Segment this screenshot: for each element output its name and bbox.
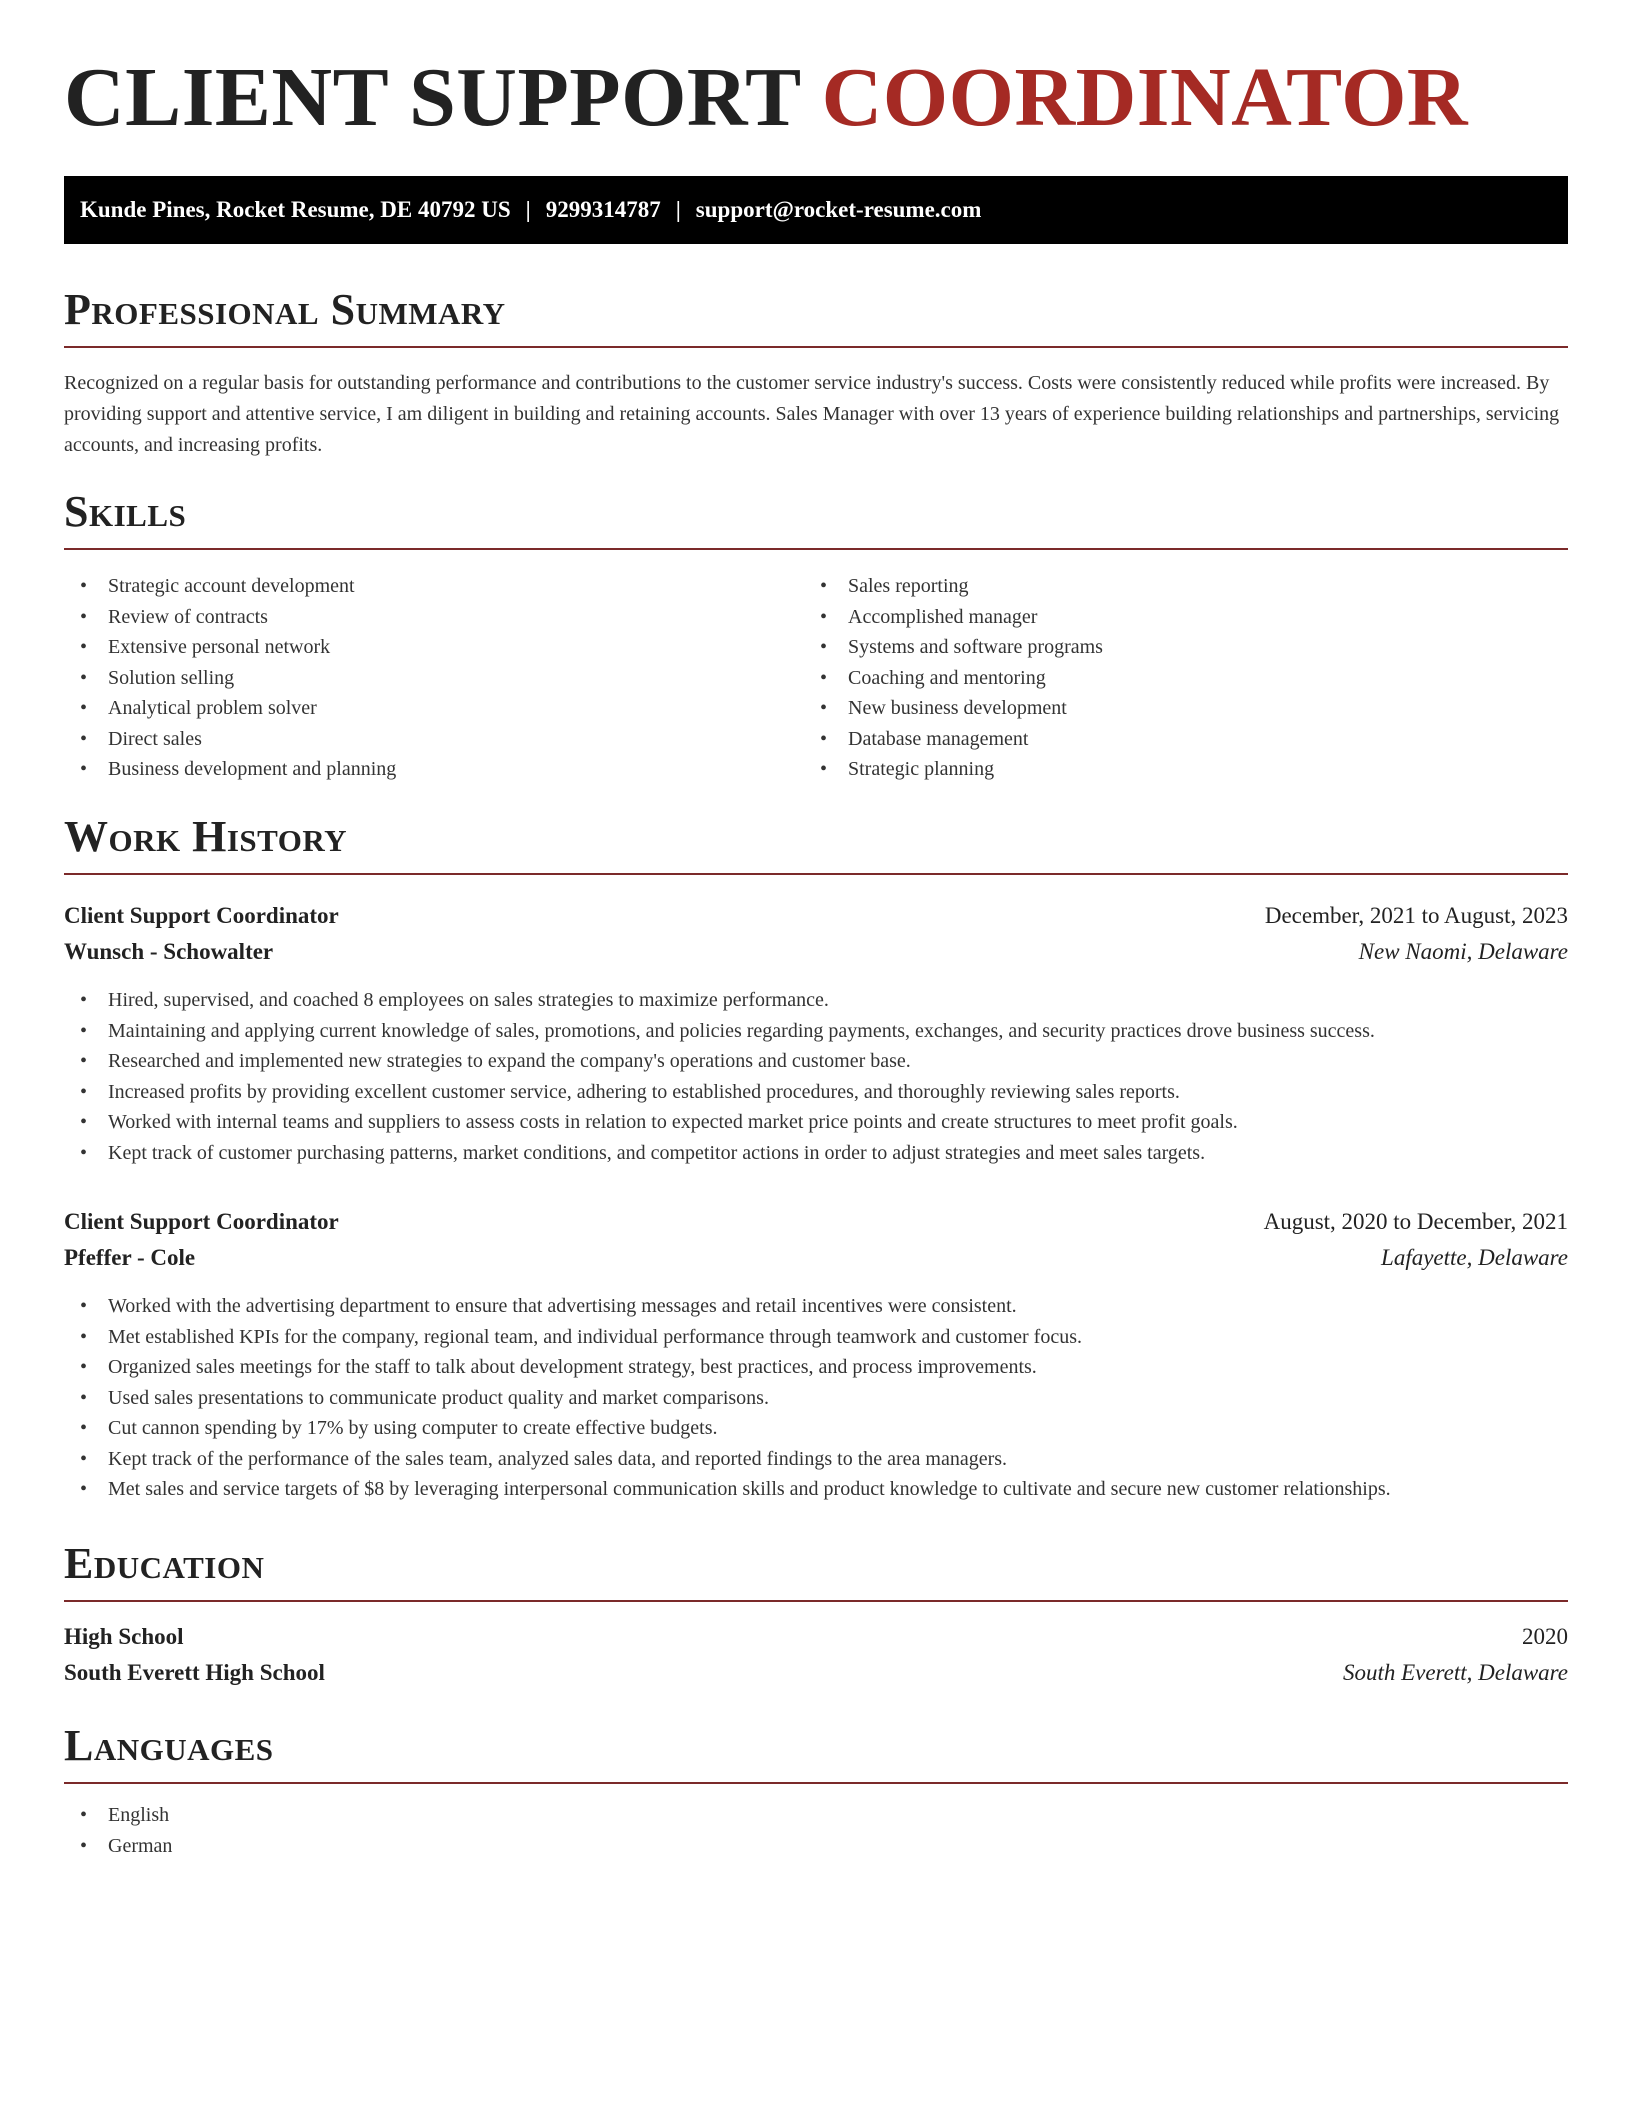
job-location: Lafayette, Delaware — [1381, 1245, 1568, 1270]
summary-text: Recognized on a regular basis for outstanding performance and contributions to the customer service industry's success. Costs were consistently reduced while profits were increased. By providing support and attentive service, I am diligent in building and retaining accounts. Sales Manager with over 13 years of experience building relationships and partnerships, servicing accounts, and increasing profits. — [64, 372, 1560, 456]
job-bullet: • Maintaining and applying current knowledge of sales, promotions, and policies regarding payments, exchanges, and security practices drove business success. — [64, 1016, 1568, 1047]
job-bullet: • Met established KPIs for the company, regional team, and individual performance through teamwork and customer focus. — [64, 1322, 1568, 1353]
skills-list-right — [804, 571, 1103, 785]
resume-title — [64, 51, 1469, 144]
education-location: South Everett, Delaware — [1342, 1660, 1568, 1685]
education-school: South Everett High School — [64, 1660, 325, 1685]
education-header — [64, 1619, 1568, 1655]
education-degree: High School — [64, 1624, 184, 1649]
languages-heading: Languages — [64, 1724, 1568, 1784]
skill-item: • Review of contracts — [64, 602, 396, 633]
language-item: • German — [64, 1831, 172, 1862]
job-1-header — [64, 898, 1568, 934]
job-title: Client Support Coordinator — [64, 903, 339, 928]
education-heading: Education — [64, 1542, 1568, 1602]
job-2-company-row — [64, 1240, 1568, 1276]
contact-separator: | — [525, 197, 531, 222]
job-bullet: • Worked with the advertising department to ensure that advertising messages and retail incentives were consistent. — [64, 1291, 1568, 1322]
contact-separator: | — [675, 197, 681, 222]
skill-item: • Solution selling — [64, 663, 396, 694]
job-bullet: • Hired, supervised, and coached 8 employees on sales strategies to maximize performance. — [64, 985, 1568, 1016]
contact-bar — [64, 176, 1568, 244]
job-dates: December, 2021 to August, 2023 — [1264, 903, 1568, 928]
job-location: New Naomi, Delaware — [1358, 939, 1568, 964]
title-part-1: CLIENT SUPPORT — [64, 51, 801, 144]
contact-email[interactable]: support@rocket-resume.com — [695, 197, 982, 222]
skill-item: • Coaching and mentoring — [804, 663, 1103, 694]
contact-address: Kunde Pines, Rocket Resume, DE 40792 US — [80, 197, 511, 222]
skill-item: • Direct sales — [64, 724, 396, 755]
skill-item: • Accomplished manager — [804, 602, 1103, 633]
job-1-company-row — [64, 934, 1568, 970]
skill-item: • Strategic account development — [64, 571, 396, 602]
skill-item: • Analytical problem solver — [64, 693, 396, 724]
job-2-header — [64, 1204, 1568, 1240]
summary-heading: Professional Summary — [64, 288, 1568, 348]
job-1-bullets — [64, 985, 1568, 1168]
job-bullet: • Organized sales meetings for the staff to talk about development strategy, best practices, and process improvements. — [64, 1352, 1568, 1383]
job-bullet: • Cut cannon spending by 17% by using computer to create effective budgets. — [64, 1413, 1568, 1444]
skill-item: • Extensive personal network — [64, 632, 396, 663]
skill-item: • Strategic planning — [804, 754, 1103, 785]
language-item: • English — [64, 1800, 172, 1831]
education-year: 2020 — [1522, 1624, 1568, 1649]
languages-list — [64, 1800, 172, 1861]
title-part-2: COORDINATOR — [821, 51, 1469, 144]
skills-list-left — [64, 571, 396, 785]
education-school-row — [64, 1655, 1568, 1691]
job-title: Client Support Coordinator — [64, 1209, 339, 1234]
job-company: Pfeffer - Cole — [64, 1245, 196, 1270]
job-bullet: • Used sales presentations to communicate product quality and market comparisons. — [64, 1383, 1568, 1414]
work-heading: Work History — [64, 815, 1568, 875]
skill-item: • Systems and software programs — [804, 632, 1103, 663]
job-bullet: • Kept track of customer purchasing patterns, market conditions, and competitor actions in order to adjust strategies and meet sales targets. — [64, 1138, 1568, 1169]
skill-item: • Business development and planning — [64, 754, 396, 785]
skills-heading: Skills — [64, 490, 1568, 550]
job-bullet: • Worked with internal teams and suppliers to assess costs in relation to expected market price points and create structures to meet profit goals. — [64, 1107, 1568, 1138]
job-bullet: • Increased profits by providing excellent customer service, adhering to established procedures, and thoroughly reviewing sales reports. — [64, 1077, 1568, 1108]
job-bullet: • Researched and implemented new strategies to expand the company's operations and customer base. — [64, 1046, 1568, 1077]
skill-item: • Database management — [804, 724, 1103, 755]
job-dates: August, 2020 to December, 2021 — [1263, 1209, 1568, 1234]
job-2-bullets — [64, 1291, 1568, 1505]
contact-phone[interactable]: 9299314787 — [545, 197, 661, 222]
skill-item: • New business development — [804, 693, 1103, 724]
job-bullet: • Kept track of the performance of the sales team, analyzed sales data, and reported findings to the area managers. — [64, 1444, 1568, 1475]
job-bullet: • Met sales and service targets of $8 by leveraging interpersonal communication skills and product knowledge to cultivate and secure new customer relationships. — [64, 1474, 1568, 1505]
skill-item: • Sales reporting — [804, 571, 1103, 602]
job-company: Wunsch - Schowalter — [64, 939, 274, 964]
